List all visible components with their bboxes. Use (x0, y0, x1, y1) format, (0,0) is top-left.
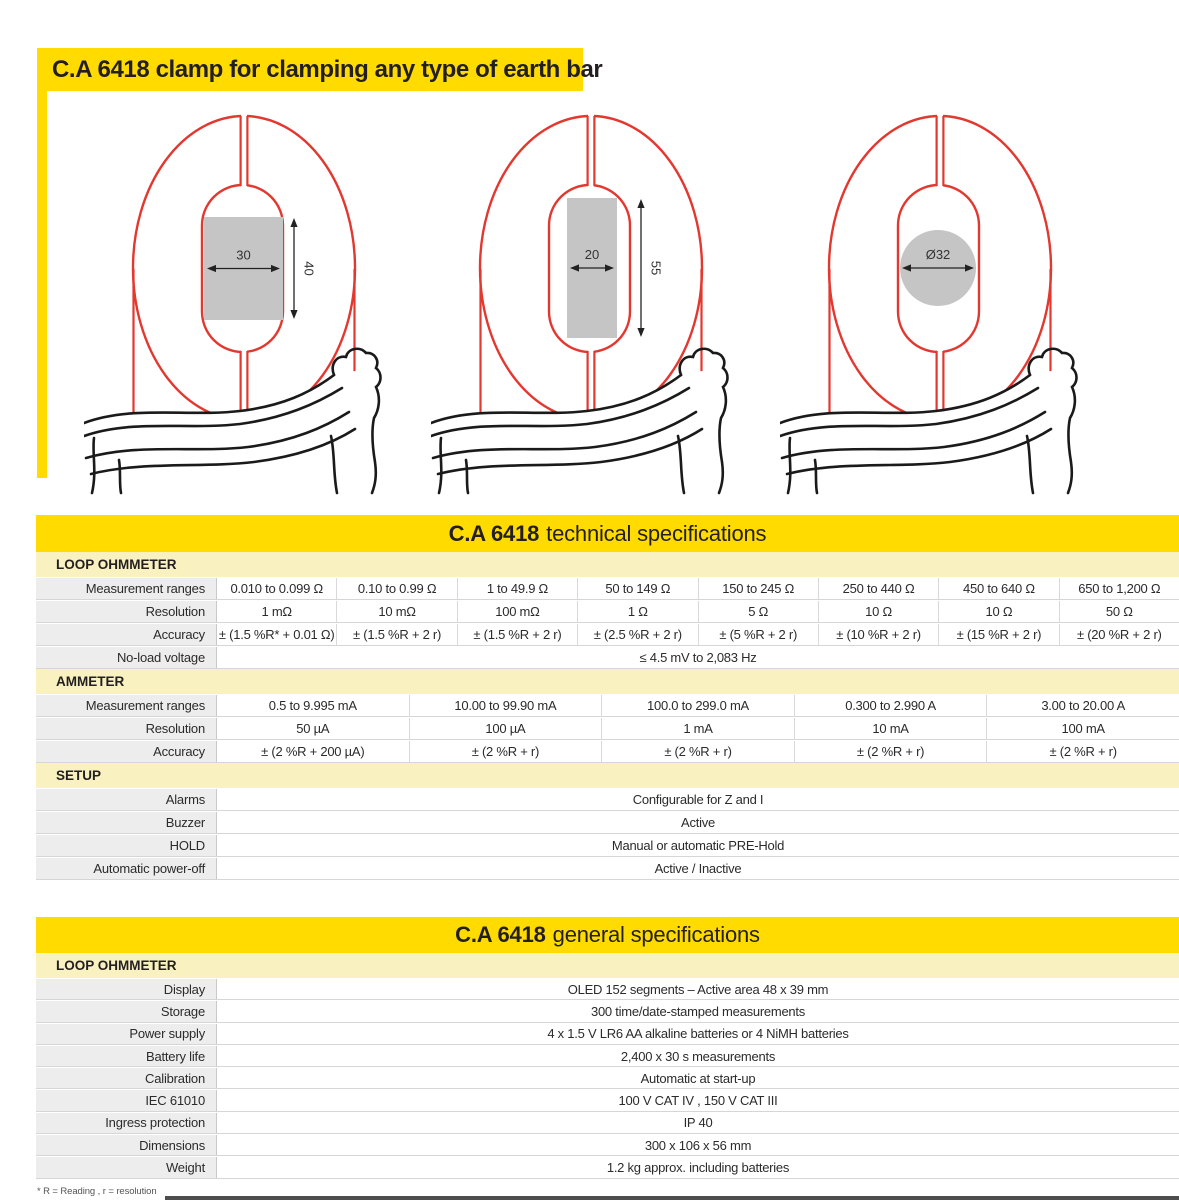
spec-row-label: Calibration (36, 1068, 217, 1088)
spec-value-cell: 100 mA (986, 718, 1179, 739)
spec-row (36, 1156, 1179, 1178)
spec-value-cell: Configurable for Z and I (632, 792, 764, 807)
spec-value-cell: ≤ 4.5 mV to 2,083 Hz (639, 650, 757, 665)
spec-value-cell: 0.5 to 9.995 mA (268, 698, 357, 713)
spec-value-cell: 0.010 to 0.099 Ω (230, 581, 323, 596)
table-title-model: C.A 6418 (455, 922, 546, 947)
spec-row-label: Accuracy (36, 624, 217, 645)
meter-body-outline (466, 460, 468, 493)
spec-value-cell: 10 mΩ (336, 601, 456, 622)
spec-value-cell: 450 to 640 Ω (938, 578, 1058, 599)
spec-row-values (217, 741, 1179, 762)
spec-row (36, 717, 1179, 740)
spec-row-label: Ingress protection (36, 1113, 217, 1133)
spec-value-cell: 1.2 kg approx. including batteries (606, 1160, 790, 1176)
spec-row-label: Battery life (36, 1046, 217, 1066)
spec-value-cell: 50 Ω (1059, 601, 1179, 622)
general-specifications-table (36, 917, 1179, 1179)
spec-row-label: Buzzer (36, 812, 217, 833)
spec-value-cell: ± (20 %R + 2 r) (1059, 624, 1179, 645)
spec-row-values (217, 979, 1179, 999)
spec-row (36, 577, 1179, 600)
spec-value-cell: Manual or automatic PRE-Hold (611, 838, 785, 853)
yellow-accent-bar (37, 48, 47, 478)
spec-row-label: Weight (36, 1157, 217, 1177)
spec-row-values (217, 1135, 1179, 1155)
spec-value-cell: 650 to 1,200 Ω (1059, 578, 1179, 599)
clamp-diagram-round-bar-32 (780, 105, 1100, 495)
spec-value-cell: 10 Ω (938, 601, 1058, 622)
spec-value-cell: 2,400 x 30 s measurements (620, 1048, 776, 1064)
spec-value-cell: ± (2 %R + r) (986, 741, 1179, 762)
spec-row (36, 646, 1179, 669)
table-title-text: general specifications (552, 922, 760, 947)
spec-value-cell: 100.0 to 299.0 mA (601, 695, 794, 716)
spec-row-values (217, 1046, 1179, 1066)
footnote: * R = Reading , r = resolution (37, 1186, 157, 1197)
spec-row (36, 1112, 1179, 1134)
width-dimension-label: 20 (584, 247, 600, 262)
spec-row-label: Resolution (36, 718, 217, 739)
spec-row-values (217, 1024, 1179, 1044)
spec-value-cell: 1 Ω (577, 601, 697, 622)
spec-row-values (217, 1157, 1179, 1177)
general-table-body (36, 953, 1179, 1179)
section-header-ammeter: AMMETER (36, 669, 1179, 694)
spec-value-cell: ± (1.5 %R + 2 r) (457, 624, 577, 645)
spec-row (36, 623, 1179, 646)
spec-row (36, 834, 1179, 857)
table-title-text: technical specifications (546, 521, 767, 546)
spec-row-label: Dimensions (36, 1135, 217, 1155)
table-title-model: C.A 6418 (448, 521, 540, 546)
spec-value-cell: 100 µA (409, 718, 602, 739)
spec-value-cell: Active (681, 815, 715, 830)
spec-value-cell: 3.00 to 20.00 A (986, 695, 1179, 716)
spec-row-values (217, 812, 1179, 833)
page-bottom-rule (165, 1196, 1179, 1200)
spec-row (36, 1089, 1179, 1111)
spec-row-values (217, 1090, 1179, 1110)
spec-row-label: HOLD (36, 835, 217, 856)
spec-value-cell: 100 V CAT IV , 150 V CAT III (618, 1093, 778, 1109)
spec-value-cell: 0.300 to 2.990 A (794, 695, 987, 716)
spec-row-values (217, 858, 1179, 879)
spec-row-label: Automatic power-off (36, 858, 217, 879)
section-header-loop-ohmmeter: LOOP OHMMETER (36, 953, 1179, 978)
spec-value-cell: 250 to 440 Ω (818, 578, 938, 599)
spec-value-cell: ± (5 %R + 2 r) (698, 624, 818, 645)
spec-value-cell: ± (1.5 %R* + 0.01 Ω) (218, 627, 335, 642)
spec-row (36, 1134, 1179, 1156)
spec-row-values (217, 718, 1179, 739)
spec-row (36, 694, 1179, 717)
spec-value-cell: ± (2.5 %R + 2 r) (577, 624, 697, 645)
section-header-loop-ohmmeter: LOOP OHMMETER (36, 552, 1179, 577)
clamp-diagram-rect-bar-20x55 (431, 105, 751, 495)
general-table-title (36, 917, 1179, 953)
spec-value-cell: Automatic at start-up (640, 1070, 756, 1086)
spec-value-cell: 300 x 106 x 56 mm (644, 1137, 752, 1153)
spec-row-label: Measurement ranges (36, 695, 217, 716)
spec-value-cell: 10.00 to 99.90 mA (409, 695, 602, 716)
meter-body-outline (815, 460, 817, 493)
technical-table-body (36, 552, 1179, 880)
spec-value-cell: 300 time/date-stamped measurements (590, 1003, 806, 1019)
spec-value-cell: ± (15 %R + 2 r) (938, 624, 1058, 645)
spec-row-values (217, 578, 1179, 599)
spec-row-values (217, 695, 1179, 716)
spec-value-cell: 100 mΩ (457, 601, 577, 622)
technical-specifications-table (36, 515, 1179, 880)
spec-value-cell: IP 40 (683, 1115, 713, 1131)
spec-row (36, 978, 1179, 1000)
spec-row-label: Storage (36, 1001, 217, 1021)
spec-value-cell: 0.10 to 0.99 Ω (336, 578, 456, 599)
spec-value-cell: ± (2 %R + 200 µA) (261, 744, 365, 759)
spec-value-cell: ± (2 %R + r) (601, 741, 794, 762)
spec-row-values (217, 1068, 1179, 1088)
spec-row-label: Measurement ranges (36, 578, 217, 599)
spec-row (36, 740, 1179, 763)
spec-row-label: IEC 61010 (36, 1090, 217, 1110)
spec-value-cell: 50 µA (296, 721, 330, 736)
spec-value-cell: 4 x 1.5 V LR6 AA alkaline batteries or 4 NiMH batteries (547, 1026, 849, 1042)
spec-row (36, 1023, 1179, 1045)
height-dimension-label: 40 (301, 261, 317, 276)
spec-value-cell: 50 to 149 Ω (577, 578, 697, 599)
width-dimension-label: 30 (236, 247, 251, 263)
rectangular-earth-bar-30x40 (84, 105, 404, 495)
spec-row (36, 1045, 1179, 1067)
spec-value-cell: ± (1.5 %R + 2 r) (336, 624, 456, 645)
spec-row-values (217, 1001, 1179, 1021)
spec-row-label: Accuracy (36, 741, 217, 762)
spec-value-cell: ± (2 %R + r) (409, 741, 602, 762)
spec-row (36, 788, 1179, 811)
spec-row-values (217, 789, 1179, 810)
spec-value-cell: OLED 152 segments – Active area 48 x 39 mm (567, 981, 829, 997)
spec-row-values (217, 624, 1179, 645)
spec-row-label: Resolution (36, 601, 217, 622)
spec-row (36, 811, 1179, 834)
spec-row-label: Display (36, 979, 217, 999)
spec-row (36, 857, 1179, 880)
spec-value-cell: 5 Ω (698, 601, 818, 622)
spec-value-cell: 10 mA (794, 718, 987, 739)
spec-value-cell: 1 to 49.9 Ω (457, 578, 577, 599)
spec-value-cell: 1 mA (601, 718, 794, 739)
technical-table-title (36, 515, 1179, 552)
clamp-diagram-rect-bar-30x40 (84, 105, 404, 495)
spec-value-cell: 10 Ω (818, 601, 938, 622)
rectangular-earth-bar-20x55 (431, 105, 751, 495)
round-earth-bar-diameter-32 (780, 105, 1100, 495)
spec-row (36, 1000, 1179, 1022)
spec-value-cell: Active / Inactive (654, 861, 742, 876)
section-header-setup: SETUP (36, 763, 1179, 788)
spec-row-label: No-load voltage (36, 647, 217, 668)
page-title: C.A 6418 clamp for clamping any type of earth bar (37, 48, 583, 91)
spec-value-cell: 1 mΩ (261, 604, 292, 619)
spec-value-cell: ± (10 %R + 2 r) (818, 624, 938, 645)
spec-row-label: Power supply (36, 1024, 217, 1044)
meter-body-outline (119, 460, 121, 493)
spec-row-values (217, 1113, 1179, 1133)
spec-value-cell: 150 to 245 Ω (698, 578, 818, 599)
diameter-dimension-label: Ø32 (925, 247, 951, 262)
spec-row (36, 1067, 1179, 1089)
spec-row-values (217, 835, 1179, 856)
spec-value-cell: ± (2 %R + r) (794, 741, 987, 762)
spec-row-label: Alarms (36, 789, 217, 810)
spec-row-values (217, 601, 1179, 622)
spec-row-values (217, 647, 1179, 668)
spec-row (36, 600, 1179, 623)
height-dimension-label: 55 (648, 260, 664, 276)
